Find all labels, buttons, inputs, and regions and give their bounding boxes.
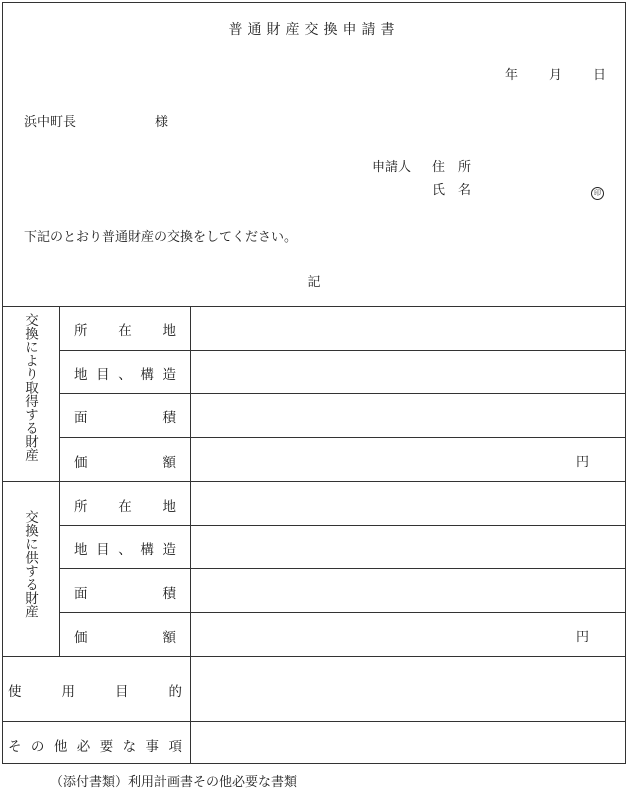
form-title: 普通財産交換申請書 xyxy=(228,22,400,38)
addressee-honorific: 様 xyxy=(155,115,169,130)
acquire-price-unit: 円 xyxy=(576,455,590,470)
provide-price-unit: 円 xyxy=(576,630,590,645)
seal-icon: 印 xyxy=(591,180,604,200)
date-month: 月 xyxy=(549,68,563,83)
purpose-label: 使 用 目 的 xyxy=(8,684,182,700)
acquire-area-label: 面 積 xyxy=(74,410,176,426)
provide-price-label: 価 額 xyxy=(74,630,176,646)
applicant-address-label: 住 所 xyxy=(432,160,472,175)
date-day: 日 xyxy=(593,68,607,83)
ki-label: 記 xyxy=(307,275,321,290)
addressee-name: 浜中町長 xyxy=(24,115,77,130)
applicant-name-label: 氏 名 xyxy=(432,183,472,198)
provide-location-label: 所 在 地 xyxy=(74,499,176,515)
acquire-category-label: 地 目 、 構 造 xyxy=(74,367,176,383)
form-frame xyxy=(2,2,626,764)
acquire-price-label: 価 額 xyxy=(74,455,176,471)
provide-area-label: 面 積 xyxy=(74,586,176,602)
provide-section-label: 交換に供する財産 xyxy=(22,510,38,618)
acquire-location-label: 所 在 地 xyxy=(74,323,176,339)
date-year: 年 xyxy=(505,68,519,83)
provide-category-label: 地 目 、 構 造 xyxy=(74,542,176,558)
applicant-label: 申請人 xyxy=(372,160,412,175)
request-text: 下記のとおり普通財産の交換をしてください。 xyxy=(24,230,298,245)
other-matters-label: そ の 他 必 要 な 事 項 xyxy=(8,739,182,755)
attachments-note: （添付書類）利用計画書その他必要な書類 xyxy=(50,775,298,790)
acquire-section-label: 交換により取得する財産 xyxy=(22,313,38,462)
